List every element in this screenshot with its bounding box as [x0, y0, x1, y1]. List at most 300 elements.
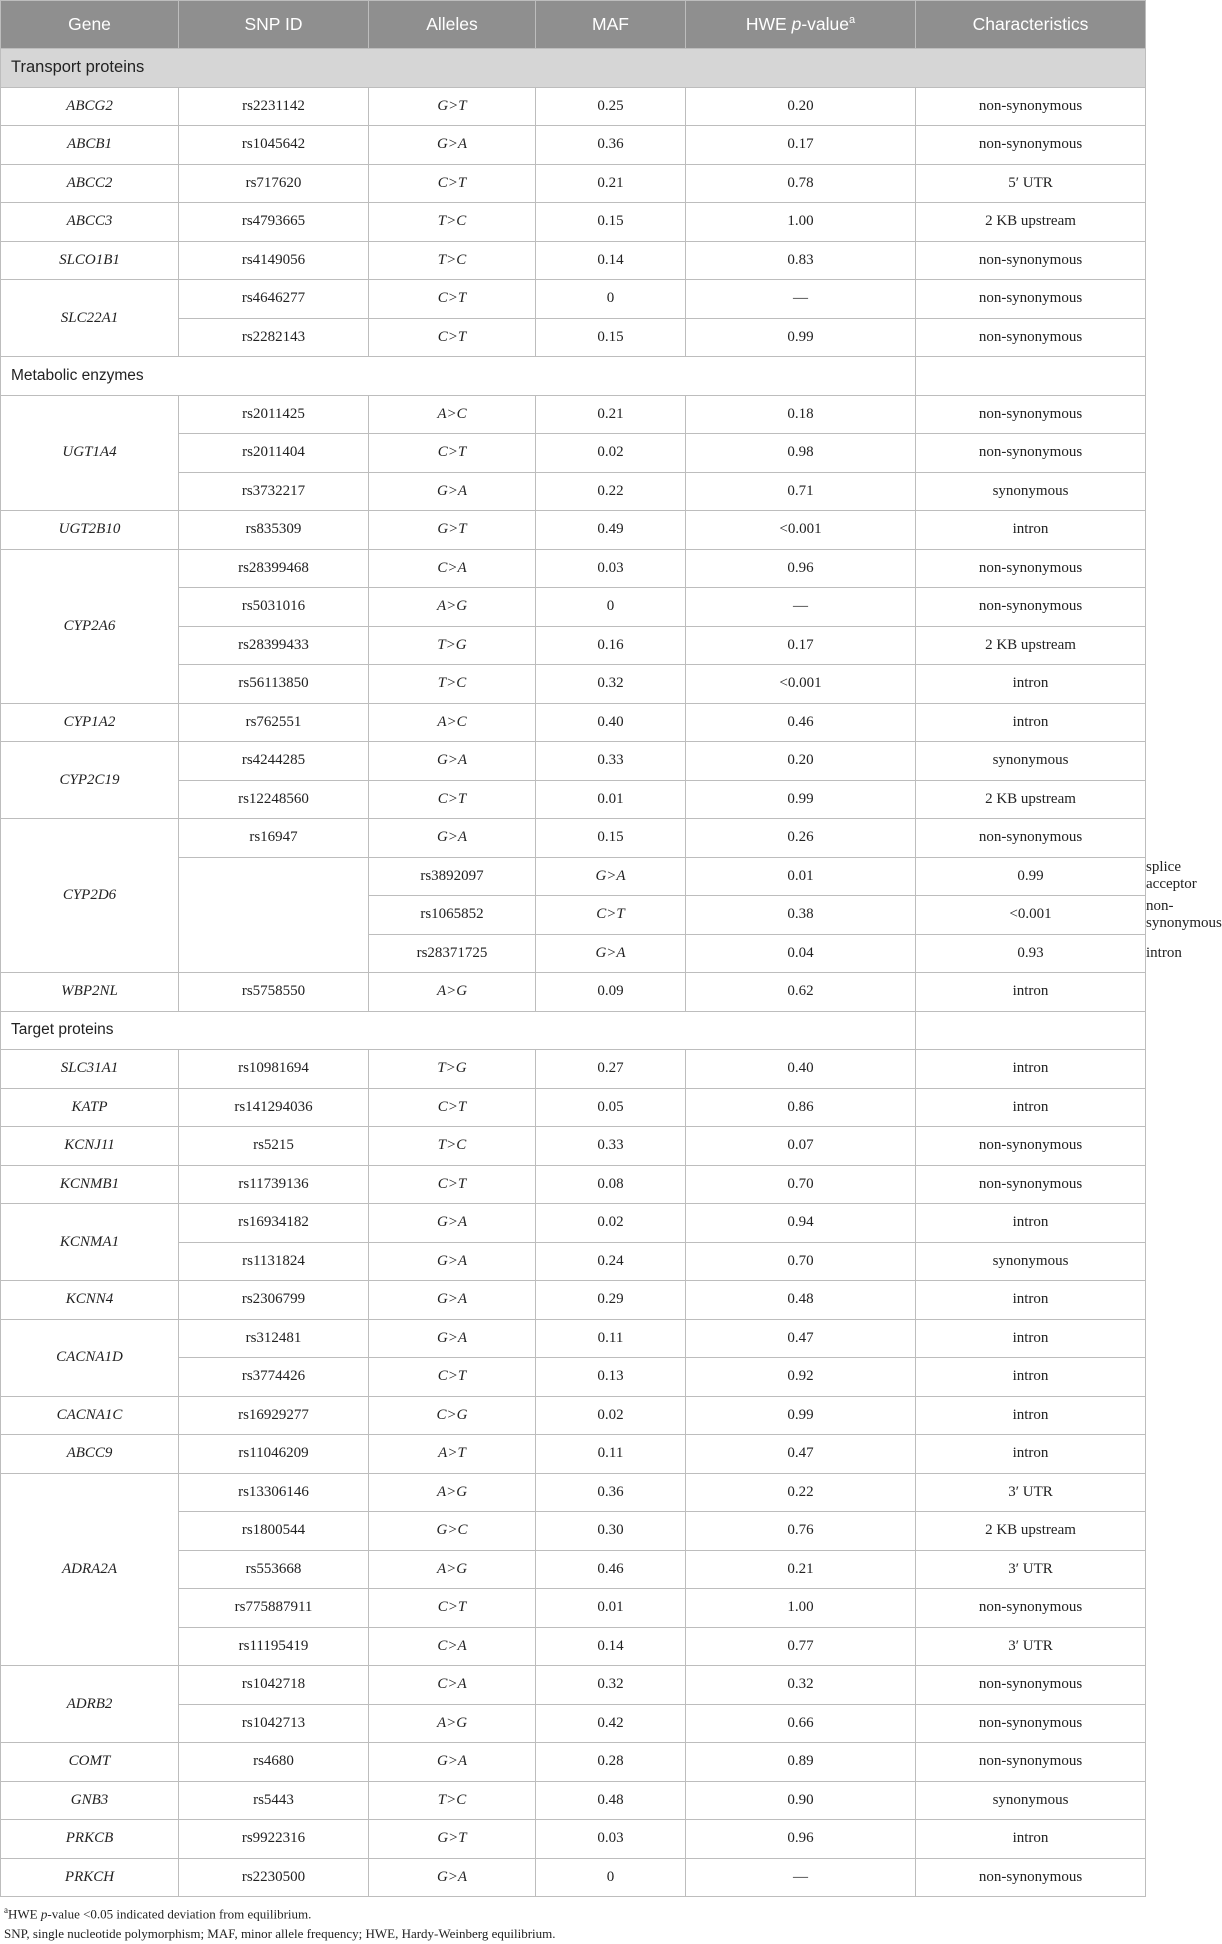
table-row: [1, 1396, 1146, 1435]
hwe-p-value-cell: 0.20: [686, 87, 916, 126]
alleles-cell: A>C: [369, 703, 536, 742]
alleles-cell: G>A: [536, 934, 686, 973]
characteristics-cell: non-synonymous: [916, 318, 1146, 357]
snp-id-cell: rs28399468: [179, 549, 369, 588]
characteristics-cell: 3′ UTR: [916, 1627, 1146, 1666]
section-row: [1, 49, 1146, 88]
maf-cell: 0.11: [536, 1435, 686, 1474]
table-row: [1, 241, 1146, 280]
characteristics-cell: non-synonymous: [916, 1165, 1146, 1204]
table-row: [1, 164, 1146, 203]
alleles-cell: C>T: [369, 1358, 536, 1397]
hwe-p-value-cell: 0.89: [686, 1743, 916, 1782]
gene-cell-empty: [179, 857, 369, 973]
gene-cell: ABCC9: [1, 1435, 179, 1474]
section-empty-cell: [916, 1011, 1146, 1050]
table-row: rs3892097 G>A 0.01 0.99 splice acceptor: [1, 857, 1146, 896]
table-row: [1, 1858, 1146, 1897]
table-row: [1, 280, 1146, 319]
footnote-hwe-prefix: HWE: [8, 1906, 41, 1922]
footnote-abbreviations: SNP, single nucleotide polymorphism; MAF, minor allele frequency; HWE, Hardy-Weinberg equilibrium.: [4, 1926, 556, 1942]
header-snp-id: SNP ID: [179, 1, 369, 49]
alleles-cell: G>T: [369, 1820, 536, 1859]
snp-id-cell: rs1131824: [179, 1242, 369, 1281]
hwe-p-value-cell: 0.99: [686, 780, 916, 819]
characteristics-cell: intron: [916, 973, 1146, 1012]
characteristics-cell: 3′ UTR: [916, 1550, 1146, 1589]
characteristics-cell: 2 KB upstream: [916, 780, 1146, 819]
characteristics-cell: intron: [916, 1358, 1146, 1397]
gene-cell: ADRA2A: [1, 1473, 179, 1666]
gene-cell: GNB3: [1, 1781, 179, 1820]
alleles-cell: A>C: [369, 395, 536, 434]
alleles-cell: A>G: [369, 973, 536, 1012]
characteristics-cell: non-synonymous: [916, 126, 1146, 165]
maf-cell: 0.04: [686, 934, 916, 973]
maf-cell: 0.27: [536, 1050, 686, 1089]
characteristics-cell: non-synonymous: [916, 1858, 1146, 1897]
snp-id-cell: rs5031016: [179, 588, 369, 627]
hwe-p-value-cell: 0.17: [686, 626, 916, 665]
hwe-p-value-cell: 1.00: [686, 1589, 916, 1628]
alleles-cell: G>A: [369, 1858, 536, 1897]
gene-cell: SLCO1B1: [1, 241, 179, 280]
hwe-p-value-cell: 0.92: [686, 1358, 916, 1397]
alleles-cell: C>T: [369, 280, 536, 319]
section-row: [1, 1011, 1146, 1050]
hwe-p-value-cell: 0.62: [686, 973, 916, 1012]
maf-cell: 0.32: [536, 1666, 686, 1705]
gene-cell: COMT: [1, 1743, 179, 1782]
alleles-cell: C>A: [369, 1627, 536, 1666]
characteristics-cell: non-synonymous: [916, 1127, 1146, 1166]
gene-cell: PRKCB: [1, 1820, 179, 1859]
alleles-cell: C>T: [369, 434, 536, 473]
maf-cell: 0.21: [536, 395, 686, 434]
maf-cell: 0.13: [536, 1358, 686, 1397]
maf-cell: 0.14: [536, 241, 686, 280]
alleles-cell: G>A: [369, 1242, 536, 1281]
hwe-p-value-cell: 0.99: [686, 318, 916, 357]
hwe-p-value-cell: 0.93: [916, 934, 1146, 973]
alleles-cell: G>T: [369, 87, 536, 126]
gene-cell: ABCG2: [1, 87, 179, 126]
hwe-p-value-cell: 0.96: [686, 1820, 916, 1859]
table-row: [1, 1435, 1146, 1474]
alleles-cell: T>G: [369, 1050, 536, 1089]
hwe-p-value-cell: <0.001: [916, 896, 1146, 935]
characteristics-cell: intron: [916, 665, 1146, 704]
maf-cell: 0.15: [536, 203, 686, 242]
characteristics-cell: intron: [916, 1088, 1146, 1127]
maf-cell: 0.49: [536, 511, 686, 550]
maf-cell: 0.33: [536, 1127, 686, 1166]
gene-cell: KCNMB1: [1, 1165, 179, 1204]
snp-id-cell: rs12248560: [179, 780, 369, 819]
alleles-cell: G>C: [369, 1512, 536, 1551]
gene-cell: ABCC3: [1, 203, 179, 242]
characteristics-cell: non-synonymous: [916, 280, 1146, 319]
section-title: Metabolic enzymes: [1, 357, 916, 396]
alleles-cell: T>C: [369, 665, 536, 704]
maf-cell: 0.03: [536, 1820, 686, 1859]
alleles-cell: C>T: [536, 896, 686, 935]
table-row: [1, 126, 1146, 165]
snp-id-cell: rs141294036: [179, 1088, 369, 1127]
gene-cell: KCNN4: [1, 1281, 179, 1320]
characteristics-cell: intron: [916, 1281, 1146, 1320]
characteristics-cell: non-synonymous: [916, 1666, 1146, 1705]
table-row: [1, 703, 1146, 742]
alleles-cell: C>T: [369, 1589, 536, 1628]
snp-id-cell: rs9922316: [179, 1820, 369, 1859]
gene-cell: CYP2A6: [1, 549, 179, 703]
alleles-cell: G>A: [369, 472, 536, 511]
hwe-p-value-cell: 0.46: [686, 703, 916, 742]
alleles-cell: G>A: [369, 126, 536, 165]
alleles-cell: G>A: [369, 819, 536, 858]
table-row: [1, 1050, 1146, 1089]
characteristics-cell: non-synonymous: [916, 588, 1146, 627]
hwe-p-value-cell: 0.86: [686, 1088, 916, 1127]
header-hwe-prefix: HWE: [745, 14, 792, 34]
table-row: [1, 1666, 1146, 1705]
maf-cell: 0.25: [536, 87, 686, 126]
snp-id-cell: rs4244285: [179, 742, 369, 781]
alleles-cell: A>T: [369, 1435, 536, 1474]
snp-id-cell: rs1042718: [179, 1666, 369, 1705]
hwe-p-value-cell: 0.70: [686, 1165, 916, 1204]
hwe-p-value-cell: <0.001: [686, 511, 916, 550]
gene-cell: ABCC2: [1, 164, 179, 203]
maf-cell: 0.36: [536, 126, 686, 165]
table-row: [1, 1319, 1146, 1358]
maf-cell: 0.14: [536, 1627, 686, 1666]
table-row: [1, 1781, 1146, 1820]
footnote-hwe: [4, 1900, 1139, 1924]
snp-id-cell: rs16947: [179, 819, 369, 858]
snp-id-cell: rs2231142: [179, 87, 369, 126]
maf-cell: 0.01: [536, 1589, 686, 1628]
alleles-cell: T>G: [369, 626, 536, 665]
characteristics-cell: intron: [916, 1050, 1146, 1089]
maf-cell: 0.09: [536, 973, 686, 1012]
characteristics-cell: non-synonymous: [916, 434, 1146, 473]
table-row: [1, 87, 1146, 126]
snp-id-cell: rs5443: [179, 1781, 369, 1820]
header-hwe-footnote-mark: a: [848, 14, 856, 27]
table-row: [1, 1820, 1146, 1859]
alleles-cell: G>A: [369, 742, 536, 781]
maf-cell: 0.11: [536, 1319, 686, 1358]
hwe-p-value-cell: 0.40: [686, 1050, 916, 1089]
gene-cell: KATP: [1, 1088, 179, 1127]
characteristics-cell: synonymous: [916, 1242, 1146, 1281]
characteristics-cell: non-synonymous: [916, 819, 1146, 858]
characteristics-cell: intron: [916, 703, 1146, 742]
table-row: rs1065852 C>T 0.38 <0.001 non-synonymous: [1, 896, 1146, 935]
maf-cell: 0.01: [536, 780, 686, 819]
hwe-p-value-cell: 0.07: [686, 1127, 916, 1166]
snp-id-cell: rs1045642: [179, 126, 369, 165]
maf-cell: 0.16: [536, 626, 686, 665]
characteristics-cell: non-synonymous: [916, 241, 1146, 280]
snp-id-cell: rs5215: [179, 1127, 369, 1166]
table-row: [1, 203, 1146, 242]
alleles-cell: T>C: [369, 203, 536, 242]
snp-id-cell: rs775887911: [179, 1589, 369, 1628]
header-maf: MAF: [536, 1, 686, 49]
table-row: [1, 549, 1146, 588]
snp-id-cell: rs312481: [179, 1319, 369, 1358]
table-row: [1, 1127, 1146, 1166]
table-footnotes: [4, 1900, 1139, 1944]
section-title: Transport proteins: [1, 49, 1146, 88]
maf-cell: 0.21: [536, 164, 686, 203]
maf-cell: 0.02: [536, 1204, 686, 1243]
table-row: [1, 1204, 1146, 1243]
header-alleles: Alleles: [369, 1, 536, 49]
footnote-hwe-mark: a: [4, 1905, 8, 1915]
maf-cell: 0.01: [686, 857, 916, 896]
characteristics-cell: synonymous: [916, 742, 1146, 781]
hwe-p-value-cell: 0.47: [686, 1319, 916, 1358]
snp-id-cell: rs10981694: [179, 1050, 369, 1089]
table-row: [1, 511, 1146, 550]
snp-id-cell: rs2282143: [179, 318, 369, 357]
hwe-p-value-cell: 0.17: [686, 126, 916, 165]
characteristics-cell: 2 KB upstream: [916, 1512, 1146, 1551]
hwe-p-value-cell: 0.98: [686, 434, 916, 473]
maf-cell: 0.05: [536, 1088, 686, 1127]
alleles-cell: A>G: [369, 1704, 536, 1743]
table-row: [1, 819, 1146, 858]
alleles-cell: C>T: [369, 318, 536, 357]
snp-id-cell: rs1065852: [369, 896, 536, 935]
hwe-p-value-cell: 0.66: [686, 1704, 916, 1743]
snp-id-cell: rs4149056: [179, 241, 369, 280]
hwe-p-value-cell: 0.90: [686, 1781, 916, 1820]
maf-cell: 0.24: [536, 1242, 686, 1281]
snp-id-cell: rs2306799: [179, 1281, 369, 1320]
alleles-cell: G>A: [369, 1319, 536, 1358]
maf-cell: 0.28: [536, 1743, 686, 1782]
table-row: [1, 1743, 1146, 1782]
gene-cell: CYP2C19: [1, 742, 179, 819]
maf-cell: 0.02: [536, 434, 686, 473]
snp-id-cell: rs11046209: [179, 1435, 369, 1474]
snp-id-cell: rs3732217: [179, 472, 369, 511]
table-body: [1, 49, 1222, 1897]
characteristics-cell: synonymous: [916, 1781, 1146, 1820]
snp-id-cell: rs11195419: [179, 1627, 369, 1666]
snp-id-cell: rs13306146: [179, 1473, 369, 1512]
gene-cell: UGT1A4: [1, 395, 179, 511]
header-hwe-p: p: [791, 14, 802, 34]
footnote-hwe-p: p: [40, 1906, 48, 1922]
maf-cell: 0.15: [536, 819, 686, 858]
characteristics-cell: non-synonymous: [916, 1743, 1146, 1782]
gene-cell: CYP1A2: [1, 703, 179, 742]
hwe-p-value-cell: 0.70: [686, 1242, 916, 1281]
header-row: [1, 1, 1146, 49]
alleles-cell: C>A: [369, 549, 536, 588]
hwe-p-value-cell: 0.94: [686, 1204, 916, 1243]
snp-id-cell: rs28399433: [179, 626, 369, 665]
hwe-p-value-cell: 0.83: [686, 241, 916, 280]
header-hwe-suffix: -value: [801, 14, 849, 34]
maf-cell: 0.03: [536, 549, 686, 588]
maf-cell: 0.29: [536, 1281, 686, 1320]
characteristics-cell: non-synonymous: [916, 1589, 1146, 1628]
hwe-p-value-cell: 0.18: [686, 395, 916, 434]
alleles-cell: C>T: [369, 164, 536, 203]
gene-cell: ABCB1: [1, 126, 179, 165]
alleles-cell: A>G: [369, 588, 536, 627]
maf-cell: 0.40: [536, 703, 686, 742]
snp-id-cell: rs2011425: [179, 395, 369, 434]
table-row: [1, 1088, 1146, 1127]
hwe-p-value-cell: 0.47: [686, 1435, 916, 1474]
alleles-cell: T>C: [369, 241, 536, 280]
snp-id-cell: rs28371725: [369, 934, 536, 973]
gene-cell: KCNMA1: [1, 1204, 179, 1281]
alleles-cell: C>G: [369, 1396, 536, 1435]
alleles-cell: G>A: [369, 1281, 536, 1320]
maf-cell: 0.33: [536, 742, 686, 781]
characteristics-cell: non-synonymous: [916, 1704, 1146, 1743]
characteristics-cell: 2 KB upstream: [916, 203, 1146, 242]
hwe-p-value-cell: 0.76: [686, 1512, 916, 1551]
maf-cell: 0.02: [536, 1396, 686, 1435]
maf-cell: 0: [536, 588, 686, 627]
characteristics-cell: non-synonymous: [916, 87, 1146, 126]
alleles-cell: C>T: [369, 780, 536, 819]
hwe-p-value-cell: —: [686, 280, 916, 319]
gene-cell: CACNA1C: [1, 1396, 179, 1435]
hwe-p-value-cell: 0.71: [686, 472, 916, 511]
header-characteristics: Characteristics: [916, 1, 1146, 49]
snp-id-cell: rs16929277: [179, 1396, 369, 1435]
section-row: [1, 357, 1146, 396]
hwe-p-value-cell: 0.32: [686, 1666, 916, 1705]
hwe-p-value-cell: 0.78: [686, 164, 916, 203]
section-title: Target proteins: [1, 1011, 916, 1050]
alleles-cell: A>G: [369, 1473, 536, 1512]
maf-cell: 0.30: [536, 1512, 686, 1551]
gene-cell: KCNJ11: [1, 1127, 179, 1166]
snp-id-cell: rs762551: [179, 703, 369, 742]
maf-cell: 0: [536, 280, 686, 319]
hwe-p-value-cell: —: [686, 1858, 916, 1897]
hwe-p-value-cell: 0.96: [686, 549, 916, 588]
snp-id-cell: rs2011404: [179, 434, 369, 473]
characteristics-cell: 3′ UTR: [916, 1473, 1146, 1512]
hwe-p-value-cell: 0.26: [686, 819, 916, 858]
maf-cell: 0.42: [536, 1704, 686, 1743]
table-row: [1, 742, 1146, 781]
maf-cell: 0.22: [536, 472, 686, 511]
table-row: [1, 973, 1146, 1012]
hwe-p-value-cell: <0.001: [686, 665, 916, 704]
hwe-p-value-cell: 0.77: [686, 1627, 916, 1666]
characteristics-cell: intron: [916, 1319, 1146, 1358]
table-row: [1, 1281, 1146, 1320]
alleles-cell: C>A: [369, 1666, 536, 1705]
snp-id-cell: rs1800544: [179, 1512, 369, 1551]
alleles-cell: A>G: [369, 1550, 536, 1589]
gene-cell: CYP2D6: [1, 819, 179, 973]
header-gene: Gene: [1, 1, 179, 49]
gene-cell: PRKCH: [1, 1858, 179, 1897]
alleles-cell: T>C: [369, 1127, 536, 1166]
snp-id-cell: rs16934182: [179, 1204, 369, 1243]
snp-id-cell: rs56113850: [179, 665, 369, 704]
alleles-cell: G>A: [536, 857, 686, 896]
snp-id-cell: rs11739136: [179, 1165, 369, 1204]
characteristics-cell: intron: [916, 1396, 1146, 1435]
characteristics-cell: intron: [916, 1204, 1146, 1243]
snp-id-cell: rs4793665: [179, 203, 369, 242]
characteristics-cell: non-synonymous: [916, 549, 1146, 588]
table-row: rs28371725 G>A 0.04 0.93 intron: [1, 934, 1146, 973]
maf-cell: 0.36: [536, 1473, 686, 1512]
hwe-p-value-cell: 0.22: [686, 1473, 916, 1512]
snp-id-cell: rs3774426: [179, 1358, 369, 1397]
alleles-cell: C>T: [369, 1165, 536, 1204]
maf-cell: 0.15: [536, 318, 686, 357]
gene-cell: SLC22A1: [1, 280, 179, 357]
snp-id-cell: rs4646277: [179, 280, 369, 319]
gene-cell: SLC31A1: [1, 1050, 179, 1089]
snp-id-cell: rs4680: [179, 1743, 369, 1782]
alleles-cell: C>T: [369, 1088, 536, 1127]
snp-id-cell: rs1042713: [179, 1704, 369, 1743]
alleles-cell: G>A: [369, 1743, 536, 1782]
alleles-cell: G>T: [369, 511, 536, 550]
maf-cell: 0.48: [536, 1781, 686, 1820]
characteristics-cell: non-synonymous: [916, 395, 1146, 434]
gene-cell: UGT2B10: [1, 511, 179, 550]
maf-cell: 0.38: [686, 896, 916, 935]
gene-cell: WBP2NL: [1, 973, 179, 1012]
snp-id-cell: rs3892097: [369, 857, 536, 896]
snp-id-cell: rs5758550: [179, 973, 369, 1012]
hwe-p-value-cell: 0.20: [686, 742, 916, 781]
alleles-cell: G>A: [369, 1204, 536, 1243]
table-row: [1, 395, 1146, 434]
hwe-p-value-cell: 0.48: [686, 1281, 916, 1320]
maf-cell: 0: [536, 1858, 686, 1897]
characteristics-cell: intron: [916, 511, 1146, 550]
snp-id-cell: rs553668: [179, 1550, 369, 1589]
table-row: [1, 1473, 1146, 1512]
footnote-hwe-text: -value <0.05 indicated deviation from equilibrium.: [47, 1906, 312, 1922]
hwe-p-value-cell: 0.99: [686, 1396, 916, 1435]
characteristics-cell: synonymous: [916, 472, 1146, 511]
snp-id-cell: rs835309: [179, 511, 369, 550]
maf-cell: 0.08: [536, 1165, 686, 1204]
characteristics-cell: 2 KB upstream: [916, 626, 1146, 665]
maf-cell: 0.32: [536, 665, 686, 704]
maf-cell: 0.46: [536, 1550, 686, 1589]
gene-cell: CACNA1D: [1, 1319, 179, 1396]
header-hwe-p-value: [686, 1, 916, 49]
hwe-p-value-cell: 0.21: [686, 1550, 916, 1589]
snp-id-cell: rs2230500: [179, 1858, 369, 1897]
snp-id-cell: rs717620: [179, 164, 369, 203]
alleles-cell: T>C: [369, 1781, 536, 1820]
